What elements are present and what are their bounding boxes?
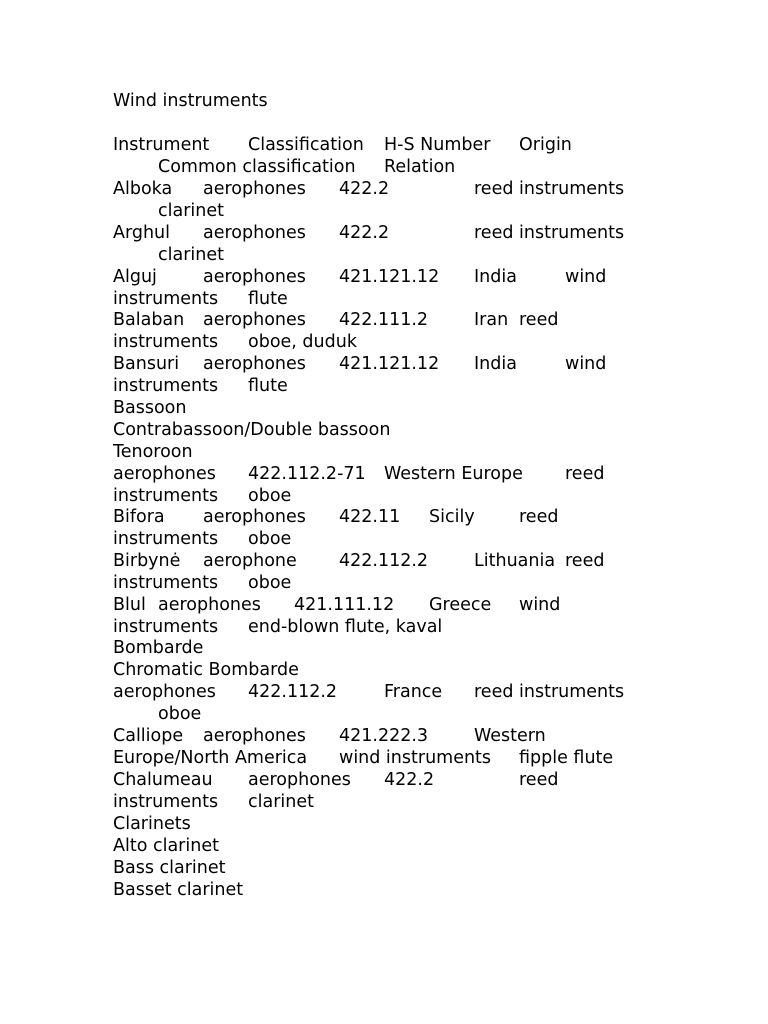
text-segment: 422.2 [384,770,435,790]
text-segment: wind [519,595,561,615]
text-segment: fipple flute [519,748,614,768]
text-segment: 421.222.3 [339,726,429,746]
text-segment: clarinet [158,245,224,265]
text-segment: end-blown flute, kaval [248,617,443,637]
text-segment: Greece [429,595,492,615]
text-segment: 422.11 [339,507,401,527]
text-segment: Sicily [429,507,475,527]
text-segment: 422.112.2 [339,551,429,571]
text-segment: Bansuri [113,354,180,374]
text-segment: aerophones [113,682,216,702]
text-segment: instruments [113,573,219,593]
text-segment: reed [519,310,559,330]
text-segment: 421.111.12 [294,595,395,615]
text-segment: Bass clarinet [113,858,226,878]
text-segment: aerophones [158,595,261,615]
text-segment: oboe [248,529,292,549]
text-segment: oboe [248,573,292,593]
text-segment: Instrument [113,135,210,155]
text-segment: Bassoon [113,398,187,418]
document-title [0,90,268,112]
text-segment: Alguj [113,267,157,287]
text-segment: reed [519,770,559,790]
text-segment: India [474,267,517,287]
text-segment: Calliope [113,726,184,746]
text-segment: aerophones [113,464,216,484]
text-segment: oboe, duduk [248,332,357,352]
text-segment: reed instruments [474,223,625,243]
text-segment: Europe/North America [113,748,308,768]
title-text: Wind instruments [113,91,268,111]
text-segment: reed [565,551,605,571]
text-segment: France [384,682,443,702]
text-segment: Common classification [158,157,356,177]
text-segment: aerophones [203,223,306,243]
text-segment: instruments [113,792,219,812]
text-segment: Bifora [113,507,165,527]
text-segment: aerophones [203,726,306,746]
text-segment: Birbynė [113,551,181,571]
text-segment: 422.112.2 [248,682,338,702]
text-segment: Relation [384,157,456,177]
text-segment: wind instruments [339,748,492,768]
text-segment: reed [565,464,605,484]
text-segment: reed instruments [474,682,625,702]
text-segment: wind [565,354,607,374]
text-segment: flute [248,289,288,309]
text-segment: Blul [113,595,146,615]
text-segment: reed [519,507,559,527]
text-segment: Contrabassoon/Double bassoon [113,420,391,440]
text-segment: Western [474,726,546,746]
text-segment: 421.121.12 [339,354,440,374]
text-segment: Bombarde [113,638,204,658]
text-segment: 422.111.2 [339,310,429,330]
text-segment: aerophones [203,179,306,199]
text-segment: aerophones [203,310,306,330]
text-segment: Western Europe [384,464,523,484]
text-segment: 422.112.2-71 [248,464,366,484]
text-segment: oboe [158,704,202,724]
text-segment: Chromatic Bombarde [113,660,299,680]
text-segment: Clarinets [113,814,191,834]
text-segment: clarinet [248,792,314,812]
text-segment: instruments [113,332,219,352]
text-segment: instruments [113,486,219,506]
text-segment: aerophones [203,267,306,287]
text-segment: clarinet [158,201,224,221]
text-segment: Chalumeau [113,770,213,790]
text-segment: aerophone [203,551,297,571]
text-segment: Basset clarinet [113,880,244,900]
text-segment: 421.121.12 [339,267,440,287]
text-segment: Balaban [113,310,185,330]
text-segment: Arghul [113,223,171,243]
text-segment: 422.2 [339,179,390,199]
text-segment: aerophones [203,354,306,374]
text-segment: reed instruments [474,179,625,199]
text-segment: Alto clarinet [113,836,219,856]
text-segment: H-S Number [384,135,491,155]
text-segment: instruments [113,617,219,637]
text-segment: Classification [248,135,364,155]
text-segment: Iran [474,310,509,330]
text-segment: aerophones [248,770,351,790]
text-segment: oboe [248,486,292,506]
text-segment: Alboka [113,179,173,199]
text-segment: instruments [113,289,219,309]
text-segment: instruments [113,529,219,549]
text-segment: 422.2 [339,223,390,243]
text-segment: instruments [113,376,219,396]
text-segment: Origin [519,135,572,155]
text-segment: aerophones [203,507,306,527]
text-segment: flute [248,376,288,396]
text-segment: Tenoroon [113,442,193,462]
text-segment: wind [565,267,607,287]
text-segment: Lithuania [474,551,556,571]
text-segment: India [474,354,517,374]
